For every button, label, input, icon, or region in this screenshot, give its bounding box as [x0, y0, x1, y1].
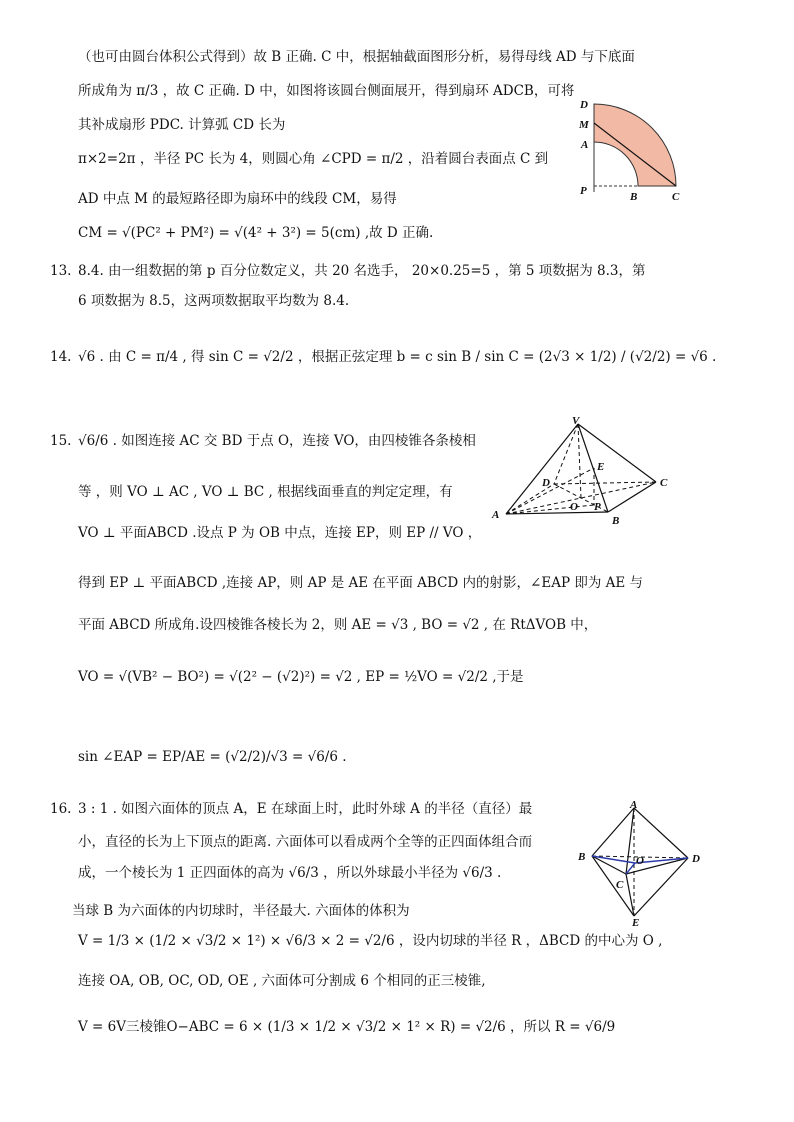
- q16-line-1: 3 : 1 . 如图六面体的顶点 A，E 在球面上时，此时外球 A 的半径（直径）最: [78, 801, 533, 817]
- label-E: E: [597, 461, 605, 473]
- prev-line-6: CM = √(PC² + PM²) = √(4² + 3²) = 5(cm) ,故 D 正确.: [78, 225, 434, 241]
- q13-line-1: 8.4. 由一组数据的第 p 百分位数定义，共 20 名选手， 20×0.25=5 ，第 5 项数据为 8.3，第: [78, 263, 646, 279]
- figure-sector-ring: [572, 96, 692, 212]
- label-O: O: [570, 501, 578, 513]
- prev-line-2: 所成角为 π/3 ，故 C 正确. D 中，如图将该圆台侧面展开，得到扇环 ADCB，可将: [78, 83, 575, 99]
- q16-number: 16.: [50, 801, 72, 817]
- prev-line-5: AD 中点 M 的最短路径即为扇环中的线段 CM，易得: [78, 191, 397, 207]
- q16-line-4: 当球 B 为六面体的内切球时，半径最大. 六面体的体积为: [72, 903, 410, 919]
- label-D: D: [692, 853, 700, 865]
- label-M: M: [579, 119, 589, 131]
- label-P: P: [594, 501, 601, 513]
- q13-number: 13.: [50, 263, 72, 279]
- figure-pyramid: [484, 412, 684, 531]
- label-D: D: [542, 477, 550, 489]
- q14-number: 14.: [50, 349, 72, 365]
- label-C: C: [672, 191, 680, 203]
- q15-line-1: √6/6 . 如图连接 AC 交 BD 于点 O，连接 VO，由四棱锥各条棱相: [78, 433, 476, 449]
- figure-bipyramid: [572, 798, 712, 934]
- label-A: A: [492, 509, 500, 521]
- label-A: A: [581, 139, 589, 151]
- q16-line-3: 成，一个棱长为 1 正四面体的高为 √6/3 ，所以外球最小半径为 √6/3 .: [78, 865, 502, 881]
- q15-line-2: 等 ，则 VO ⊥ AC , VO ⊥ BC , 根据线面垂直的判定定理，有: [78, 484, 453, 500]
- label-B: B: [630, 191, 638, 203]
- label-E: E: [632, 917, 640, 929]
- label-B: B: [578, 851, 586, 863]
- q15-line-6: VO = √(VB² − BO²) = √(2² − (√2)²) = √2 , EP = ½VO = √2/2 ,于是: [78, 669, 524, 685]
- q15-number: 15.: [50, 433, 72, 449]
- q16-line-2: 小，直径的长为上下顶点的距离. 六面体可以看成两个全等的正四面体组合而: [78, 834, 533, 850]
- q15-line-5: 平面 ABCD 所成角.设四棱锥各棱长为 2，则 AE = √3 , BO = √2 , 在 RtΔVOB 中，: [78, 617, 598, 633]
- label-B: B: [612, 515, 620, 527]
- label-V: V: [572, 415, 580, 427]
- q16-line-6: 连接 OA, OB, OC, OD, OE , 六面体可分割成 6 个相同的正三棱锥,: [78, 973, 486, 989]
- label-P: P: [580, 185, 587, 197]
- prev-line-4: π×2=2π ，半径 PC 长为 4，则圆心角 ∠CPD = π/2 ，沿着圆台表面点 C 到: [78, 151, 549, 167]
- label-D: D: [580, 99, 588, 111]
- q15-line-4: 得到 EP ⊥ 平面ABCD ,连接 AP，则 AP 是 AE 在平面 ABCD 内的射影，∠EAP 即为 AE 与: [78, 575, 644, 591]
- label-A: A: [630, 799, 638, 811]
- prev-line-1: （也可由圆台体积公式得到）故 B 正确. C 中，根据轴截面图形分析，易得母线 AD 与下底面: [78, 49, 635, 65]
- q16-line-7: V = 6V三棱锥O−ABC = 6 × (1/3 × 1/2 × √3/2 × 1² × R) = √2/6 ，所以 R = √6/9: [78, 1019, 616, 1035]
- q15-line-3: VO ⊥ 平面ABCD .设点 P 为 OB 中点，连接 EP，则 EP // VO ，: [78, 525, 482, 541]
- q16-line-5: V = 1/3 × (1/2 × √3/2 × 1²) × √6/3 × 2 = √2/6 ，设内切球的半径 R ，ΔBCD 的中心为 O ,: [78, 933, 663, 949]
- label-O: O: [636, 855, 644, 867]
- q14-line-1: √6 . 由 C = π/4 , 得 sin C = √2/2 ，根据正弦定理 b = c sin B / sin C = (2√3 × 1/2) / (√2/2) = √6 .: [78, 349, 717, 365]
- prev-line-3: 其补成扇形 PDC. 计算弧 CD 长为: [78, 117, 286, 133]
- sector-ring-shape: [594, 104, 676, 192]
- label-C: C: [616, 879, 624, 891]
- label-C: C: [660, 477, 668, 489]
- q15-line-7: sin ∠EAP = EP/AE = (√2/2)/√3 = √6/6 .: [78, 749, 347, 765]
- q13-line-2: 6 项数据为 8.5，这两项数据取平均数为 8.4.: [78, 293, 350, 309]
